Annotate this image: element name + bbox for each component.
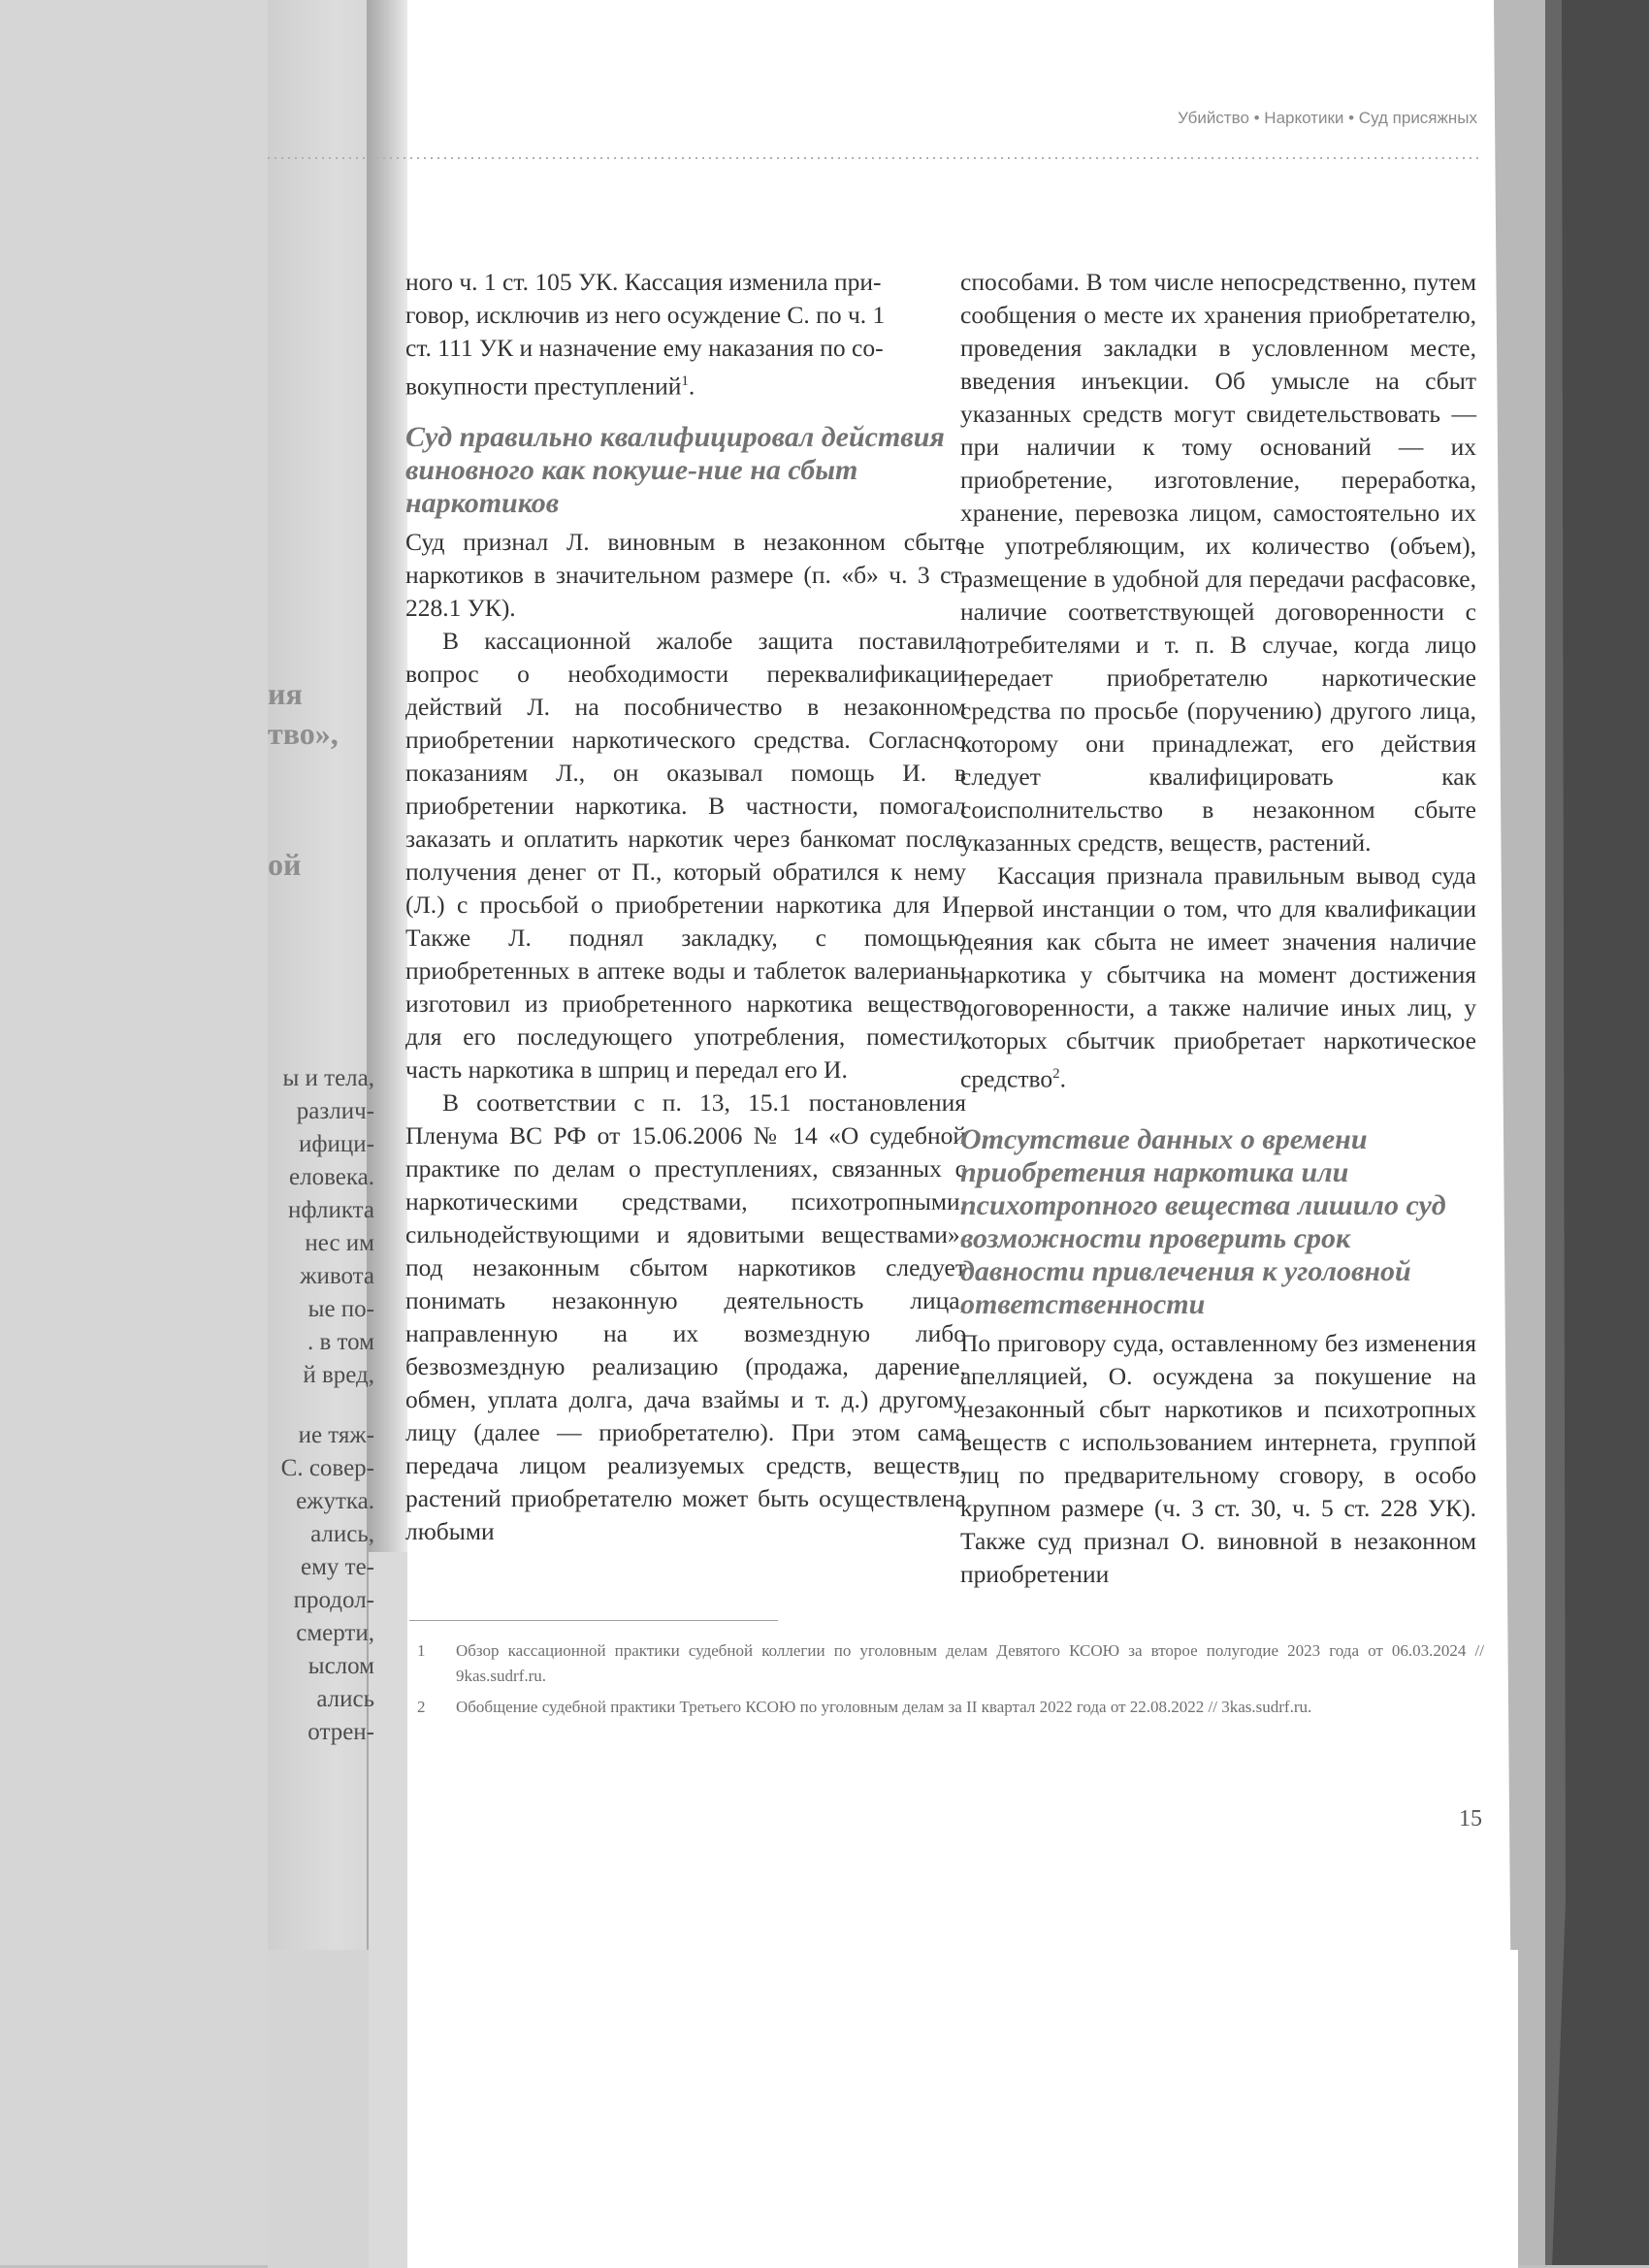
left-page-fragment: ались, — [310, 1521, 374, 1547]
left-page-fragment: ы и тела, — [282, 1065, 374, 1091]
footnote-ref: 2 — [1052, 1066, 1060, 1082]
text-column-middle — [405, 266, 966, 1548]
paragraph-line: ного ч. 1 ст. 105 УК. Кассация изменила при- — [405, 268, 882, 296]
left-page-fragment: отрен- — [307, 1719, 374, 1745]
left-page-fragment: ифици- — [298, 1131, 374, 1157]
paragraph: По приговору суда, оставленному без изменения апелляцией, О. осуждена за покушение на незаконный сбыт наркотиков и психотропных веществ с использованием интернета, группой лиц по предварительному сговору, в особо крупном размере (ч. 3 ст. 30, ч. 5 ст. 228 УК). Также суд признал О. виновной в незаконном приобретении — [960, 1328, 1476, 1588]
footnote-number: 1 — [417, 1641, 426, 1660]
left-page-fragment: ые по- — [307, 1296, 374, 1322]
left-page-fragment: смерти, — [296, 1620, 374, 1646]
paragraph-line: говор, исключив из него осуждение С. по ч. 1 — [405, 301, 886, 329]
paragraph: В кассационной жалобе защита поставила вопрос о необходимости переквалификации действий Л. на пособничество в незаконном приобретении наркотического средства. Согласно показаниям Л., он оказывал помощь И. в приобретении наркотика. В частности, помогал заказать и оплатить наркотик через банкомат после получения денег от П., который обратился к нему (Л.) с просьбой о приобретении наркотика для И. Также Л. поднял закладку, с помощью приобретенных в аптеке воды и таблеток валерианы изготовил из приобретенного наркотика вещество для его последующего употребления, поместил часть наркотика в шприц и передал его И. — [405, 626, 966, 1084]
left-page-fragment: ались — [316, 1686, 374, 1712]
footnote-text: Обобщение судебной практики Третьего КСОЮ по уголовным делам за II квартал 2022 года от 22.08.2022 // 3kas.sudrf.ru. — [456, 1698, 1312, 1716]
paragraph: В соответствии с п. 13, 15.1 постановления Пленума ВС РФ от 15.06.2006 № 14 «О судебной практике по делам о преступлениях, связанных с наркотическими средствами, психотропными, сильнодействующими и ядовитыми веществами», под незаконным сбытом наркотиков следует понимать незаконную деятельность лица, направленную на их возмездную либо безвозмездную реализацию (продажа, дарение, обмен, уплата долга, дача взаймы и т. д.) другому лицу (далее — приобретателю). При этом сама передача лицом реализуемых средств, веществ, растений приобретателю может быть осуществлена любыми — [405, 1087, 966, 1545]
left-page-fragment: тво», — [268, 716, 339, 751]
paragraph-line — [405, 365, 966, 404]
paragraph-text: . — [1059, 1064, 1066, 1093]
page-number: 15 — [1459, 1806, 1482, 1831]
left-page-fragment: ежутка. — [296, 1488, 374, 1514]
running-head: Убийство • Наркотики • Суд присяжных — [1178, 109, 1477, 127]
footnote-divider — [409, 1620, 778, 1621]
left-page-fragment: различ- — [296, 1098, 374, 1124]
section-heading: Отсутствие данных о времени приобретения наркотика или психотропного вещества лишило суд возможности проверить срок давности привлечения к уголовной ответственности — [960, 1122, 1446, 1320]
paragraph — [960, 859, 1476, 1096]
section-heading: Суд правильно квалифицировал действия виновного как покуше-ние на сбыт наркотиков — [405, 420, 945, 519]
paragraph-line: ст. 111 УК и назначение ему наказания по со- — [405, 334, 884, 362]
left-page-fragment: ия — [268, 676, 303, 711]
left-page-fragment: ему те- — [300, 1554, 374, 1580]
paragraph-intro — [405, 266, 966, 404]
left-page-fragment: нес им — [305, 1230, 374, 1256]
footnote-number: 2 — [417, 1698, 426, 1716]
footnotes — [417, 1638, 1484, 1726]
footnote-text: Обзор кассационной практики судебной коллегии по уголовным делам Девятого КСОЮ за второе полугодие 2023 года от 06.03.2024 // 9kas.sudrf.ru. — [456, 1641, 1484, 1685]
left-page-fragment: нфликта — [288, 1197, 374, 1223]
paragraph-text: вокупности преступлений — [405, 372, 682, 401]
left-page-fragment: й вред, — [303, 1362, 374, 1388]
footnote — [417, 1638, 1484, 1689]
footnote-ref: 1 — [681, 373, 689, 389]
paragraph: способами. В том числе непосредственно, путем сообщения о месте их хранения приобретателю, проведения закладки в условленном месте, введения инъекции. Об умысле на сбыт указанных средств могут свидетельствовать — при наличии к тому оснований — их приобретение, изготовление, переработка, хранение, перевозка лицом, самостоятельно их не употребляющим, их количество (объем), размещение в удобной для передачи расфасовке, наличие соответствующей договоренности с потребителями и т. п. В случае, когда лицо передает приобретателю наркотические средства по просьбе (поручению) другого лица, которому они принадлежат, его действия следует квалифицировать как соисполнительство в незаконном сбыте указанных средств, веществ, растений. — [960, 268, 1476, 857]
left-page-fragment: С. совер- — [280, 1455, 374, 1481]
footnote — [417, 1695, 1484, 1720]
paragraph-text: . — [688, 372, 695, 401]
paragraph-text: Кассация признала правильным вывод суда первой инстанции о том, что для квалификации деяния как сбыта не имеет значения наличие наркотика у сбытчика на момент достижения договоренности, а также наличие иных лиц, у которых сбытчик приобретает наркотическое средство — [960, 861, 1476, 1093]
left-page-fragment: ой — [268, 847, 302, 882]
paragraph: Суд признал Л. виновным в незаконном сбыте наркотиков в значительном размере (п. «б» ч. 3 ст. 228.1 УК). — [405, 527, 966, 622]
left-page-fragment: ыслом — [307, 1653, 374, 1679]
text-column-right — [960, 266, 1476, 1591]
left-page-fragment: еловека. — [289, 1164, 374, 1190]
left-page-fragment: ие тяж- — [298, 1422, 374, 1448]
left-page-fragment: живота — [300, 1263, 374, 1289]
left-page-fragment: . в том — [307, 1329, 374, 1355]
left-page-fragment: продол- — [293, 1587, 374, 1613]
